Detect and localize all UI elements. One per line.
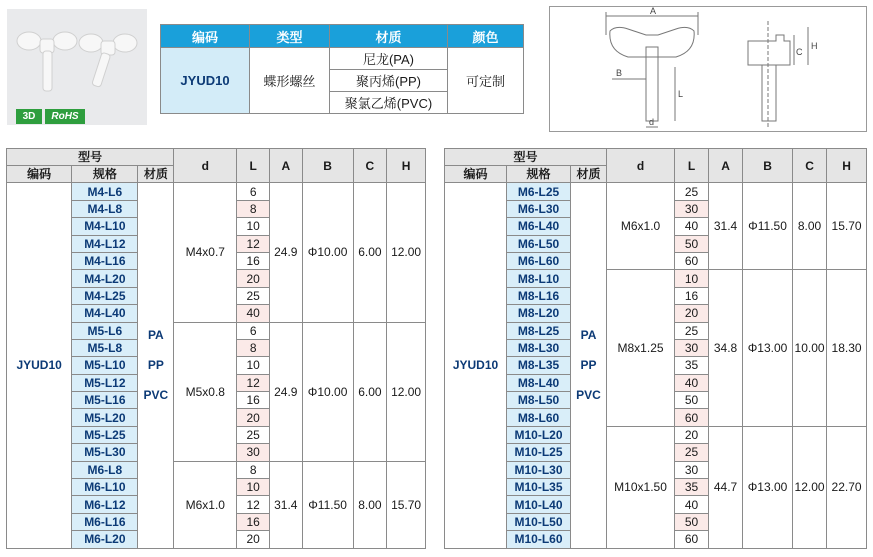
header-H: H — [827, 149, 867, 183]
dim-C-cell: 12.00 — [793, 426, 827, 548]
header-model: 型号 — [7, 149, 174, 166]
dim-B-cell: Φ13.00 — [743, 426, 793, 548]
dim-H-cell: 12.00 — [387, 322, 426, 461]
length-L-cell: 25 — [675, 322, 709, 339]
info-header-color: 颜色 — [448, 25, 524, 48]
spec-cell: M5-L6 — [72, 322, 138, 339]
length-L-cell: 25 — [237, 426, 270, 443]
length-L-cell: 8 — [237, 461, 270, 478]
dim-A-cell: 31.4 — [269, 461, 302, 548]
badge-3d: 3D — [16, 109, 42, 124]
dim-C-cell: 6.00 — [353, 183, 387, 322]
dim-H-cell: 18.30 — [827, 270, 867, 427]
thread-d-cell: M4x0.7 — [174, 183, 237, 322]
table-row — [445, 426, 867, 443]
table-row — [445, 270, 867, 287]
length-L-cell: 25 — [237, 287, 270, 304]
dim-A-cell: 44.7 — [709, 426, 743, 548]
length-L-cell: 6 — [237, 322, 270, 339]
length-L-cell: 40 — [675, 218, 709, 235]
product-photo — [7, 9, 147, 125]
length-L-cell: 35 — [675, 479, 709, 496]
header-code: 编码 — [445, 166, 507, 183]
dim-H-cell: 12.00 — [387, 183, 426, 322]
spec-cell: M5-L25 — [72, 426, 138, 443]
header-material: 材质 — [571, 166, 607, 183]
dimension-drawing — [550, 7, 866, 131]
spec-cell: M6-L25 — [507, 183, 571, 200]
spec-cell: M6-L16 — [72, 513, 138, 530]
dim-H-cell: 15.70 — [827, 183, 867, 270]
header-spec: 规格 — [72, 166, 138, 183]
spec-cell: M4-L12 — [72, 235, 138, 252]
spec-cell: M4-L10 — [72, 218, 138, 235]
header-code: 编码 — [7, 166, 72, 183]
spec-cell: M6-L20 — [72, 531, 138, 548]
thread-d-cell: M8x1.25 — [607, 270, 675, 427]
length-L-cell: 20 — [675, 426, 709, 443]
spec-cell: M4-L8 — [72, 200, 138, 217]
spec-cell: M10-L60 — [507, 531, 571, 548]
spec-cell: M8-L60 — [507, 409, 571, 426]
spec-cell: M5-L10 — [72, 357, 138, 374]
header-material: 材质 — [138, 166, 174, 183]
length-L-cell: 20 — [675, 305, 709, 322]
length-L-cell: 16 — [237, 513, 270, 530]
length-L-cell: 10 — [237, 357, 270, 374]
thread-d-cell: M6x1.0 — [607, 183, 675, 270]
length-L-cell: 12 — [237, 374, 270, 391]
table-row — [445, 183, 867, 200]
length-L-cell: 16 — [675, 287, 709, 304]
header-H: H — [387, 149, 426, 183]
header-B: B — [743, 149, 793, 183]
spec-cell: M8-L50 — [507, 392, 571, 409]
length-L-cell: 8 — [237, 339, 270, 356]
technical-drawing — [549, 6, 867, 132]
dim-label-B: B — [616, 68, 623, 78]
length-L-cell: 30 — [675, 200, 709, 217]
spec-cell: M4-L20 — [72, 270, 138, 287]
length-L-cell: 10 — [237, 218, 270, 235]
dim-label-C: C — [796, 47, 803, 57]
dim-C-cell: 10.00 — [793, 270, 827, 427]
spec-cell: M10-L20 — [507, 426, 571, 443]
material-cell: PA PP PVC — [138, 183, 174, 548]
dim-label-d: d — [649, 117, 655, 127]
table-row — [7, 183, 426, 200]
info-header-material: 材质 — [330, 25, 448, 48]
header-L: L — [675, 149, 709, 183]
material-cell: PA PP PVC — [571, 183, 607, 548]
thread-d-cell: M5x0.8 — [174, 322, 237, 461]
info-type: 蝶形螺丝 — [250, 48, 330, 114]
length-L-cell: 16 — [237, 252, 270, 269]
spec-body-right — [445, 183, 867, 548]
dim-A-cell: 24.9 — [269, 322, 302, 461]
spec-cell: M4-L6 — [72, 183, 138, 200]
spec-cell: M6-L8 — [72, 461, 138, 478]
header-C: C — [793, 149, 827, 183]
length-L-cell: 10 — [675, 270, 709, 287]
badge-rohs: RoHS — [45, 109, 85, 124]
dim-B-cell: Φ10.00 — [302, 183, 353, 322]
thread-d-cell: M10x1.50 — [607, 426, 675, 548]
length-L-cell: 60 — [675, 252, 709, 269]
info-material: 聚氯乙烯(PVC) — [330, 92, 448, 114]
length-L-cell: 50 — [675, 513, 709, 530]
length-L-cell: 30 — [675, 339, 709, 356]
thread-d-cell: M6x1.0 — [174, 461, 237, 548]
spec-cell: M4-L25 — [72, 287, 138, 304]
header-C: C — [353, 149, 387, 183]
spec-cell: M10-L25 — [507, 444, 571, 461]
spec-cell: M8-L16 — [507, 287, 571, 304]
spec-cell: M6-L60 — [507, 252, 571, 269]
length-L-cell: 12 — [237, 235, 270, 252]
length-L-cell: 40 — [237, 305, 270, 322]
model-code: JYUD10 — [7, 183, 72, 548]
info-material: 聚丙烯(PP) — [330, 70, 448, 92]
spec-cell: M10-L30 — [507, 461, 571, 478]
length-L-cell: 60 — [675, 531, 709, 548]
dim-C-cell: 8.00 — [793, 183, 827, 270]
length-L-cell: 60 — [675, 409, 709, 426]
length-L-cell: 50 — [675, 392, 709, 409]
header-B: B — [302, 149, 353, 183]
dim-B-cell: Φ11.50 — [302, 461, 353, 548]
info-material: 尼龙(PA) — [330, 48, 448, 70]
length-L-cell: 30 — [237, 444, 270, 461]
dim-label-H: H — [811, 41, 818, 51]
info-color: 可定制 — [448, 48, 524, 114]
info-header-code: 编码 — [161, 25, 250, 48]
header-spec: 规格 — [507, 166, 571, 183]
spec-cell: M10-L40 — [507, 496, 571, 513]
spec-cell: M6-L10 — [72, 479, 138, 496]
length-L-cell: 20 — [237, 409, 270, 426]
dim-label-A: A — [650, 7, 657, 16]
length-L-cell: 25 — [675, 183, 709, 200]
dim-A-cell: 34.8 — [709, 270, 743, 427]
spec-cell: M5-L8 — [72, 339, 138, 356]
length-L-cell: 40 — [675, 374, 709, 391]
wing-screw-image — [7, 9, 147, 125]
length-L-cell: 16 — [237, 392, 270, 409]
spec-cell: M6-L30 — [507, 200, 571, 217]
info-table — [160, 24, 524, 114]
spec-cell: M5-L12 — [72, 374, 138, 391]
dim-A-cell: 31.4 — [709, 183, 743, 270]
length-L-cell: 8 — [237, 200, 270, 217]
info-header-type: 类型 — [250, 25, 330, 48]
spec-cell: M10-L35 — [507, 479, 571, 496]
spec-cell: M5-L30 — [72, 444, 138, 461]
length-L-cell: 50 — [675, 235, 709, 252]
length-L-cell: 6 — [237, 183, 270, 200]
spec-table-right — [444, 148, 867, 549]
spec-cell: M6-L50 — [507, 235, 571, 252]
spec-cell: M6-L12 — [72, 496, 138, 513]
dim-B-cell: Φ11.50 — [743, 183, 793, 270]
spec-cell: M8-L20 — [507, 305, 571, 322]
length-L-cell: 12 — [237, 496, 270, 513]
dim-A-cell: 24.9 — [269, 183, 302, 322]
dim-H-cell: 22.70 — [827, 426, 867, 548]
spec-cell: M6-L40 — [507, 218, 571, 235]
spec-cell: M4-L16 — [72, 252, 138, 269]
spec-cell: M8-L40 — [507, 374, 571, 391]
spec-cell: M5-L20 — [72, 409, 138, 426]
spec-table-left — [6, 148, 426, 549]
spec-cell: M8-L35 — [507, 357, 571, 374]
header-L: L — [237, 149, 270, 183]
header-d: d — [174, 149, 237, 183]
spec-cell: M4-L40 — [72, 305, 138, 322]
spec-cell: M8-L25 — [507, 322, 571, 339]
dim-label-L: L — [678, 89, 684, 99]
header-A: A — [269, 149, 302, 183]
spec-cell: M8-L30 — [507, 339, 571, 356]
length-L-cell: 30 — [675, 461, 709, 478]
dim-B-cell: Φ13.00 — [743, 270, 793, 427]
length-L-cell: 20 — [237, 270, 270, 287]
dim-B-cell: Φ10.00 — [302, 322, 353, 461]
info-code: JYUD10 — [161, 48, 250, 114]
spec-cell: M10-L50 — [507, 513, 571, 530]
dim-C-cell: 8.00 — [353, 461, 387, 548]
length-L-cell: 40 — [675, 496, 709, 513]
header-d: d — [607, 149, 675, 183]
dim-H-cell: 15.70 — [387, 461, 426, 548]
spec-cell: M8-L10 — [507, 270, 571, 287]
header-A: A — [709, 149, 743, 183]
length-L-cell: 35 — [675, 357, 709, 374]
spec-body-left — [7, 183, 426, 548]
length-L-cell: 10 — [237, 479, 270, 496]
dim-C-cell: 6.00 — [353, 322, 387, 461]
length-L-cell: 20 — [237, 531, 270, 548]
header-model: 型号 — [445, 149, 607, 166]
length-L-cell: 25 — [675, 444, 709, 461]
model-code: JYUD10 — [445, 183, 507, 548]
spec-cell: M5-L16 — [72, 392, 138, 409]
